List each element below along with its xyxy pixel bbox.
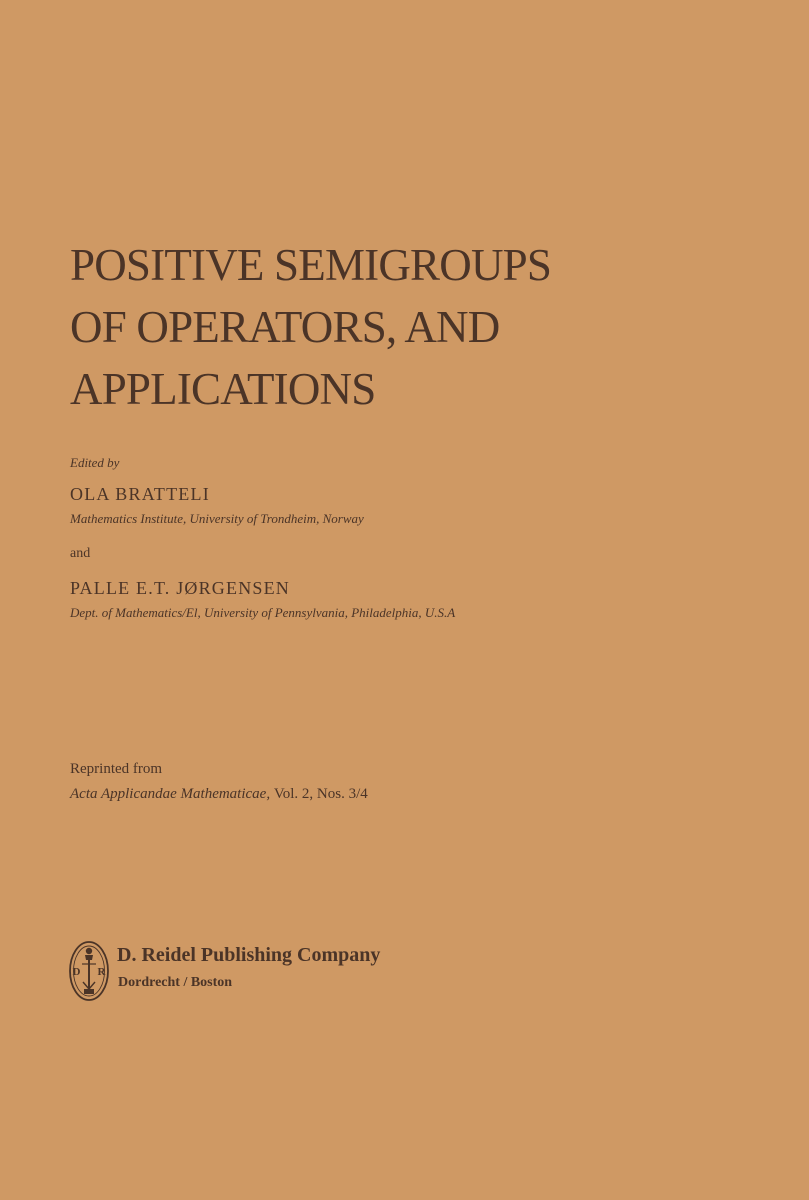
- publisher-name: D. Reidel Publishing Company: [117, 944, 381, 966]
- title-line-2: OF OPERATORS, AND: [70, 302, 500, 352]
- edited-by-label: Edited by: [70, 455, 120, 470]
- logo-letter-right: R: [97, 966, 106, 978]
- reidel-publisher-emblem-icon: [68, 940, 110, 1002]
- publisher-location: Dordrecht / Boston: [118, 975, 233, 990]
- reprint-label: Reprinted from: [70, 761, 163, 777]
- book-title: [70, 234, 720, 420]
- reprint-volume: Vol. 2, Nos. 3/4: [273, 786, 368, 802]
- logo-letter-left: D: [72, 966, 81, 978]
- editor-name-1: OLA BRATTELI: [70, 484, 210, 504]
- editor-name-2: PALLE E.T. JØRGENSEN: [70, 578, 291, 598]
- editor-affiliation-1: Mathematics Institute, University of Trondheim, Norway: [70, 511, 364, 526]
- editors-conjunction: and: [70, 546, 91, 561]
- reprint-journal: Acta Applicandae Mathematicae,: [70, 786, 271, 802]
- editor-affiliation-2: Dept. of Mathematics/El, University of Pennsylvania, Philadelphia, U.S.A: [70, 605, 456, 620]
- title-line-1: POSITIVE SEMIGROUPS: [70, 240, 552, 290]
- title-line-3: APPLICATIONS: [70, 364, 376, 414]
- reprint-source: [70, 786, 368, 803]
